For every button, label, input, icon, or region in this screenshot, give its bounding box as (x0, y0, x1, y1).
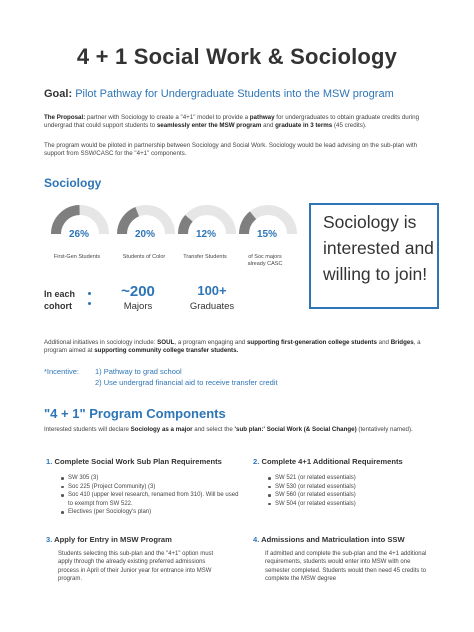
component-1-number: 1. (46, 457, 53, 466)
list-item: SW 530 (or related essentials) (275, 483, 445, 492)
sociology-callout: Sociology is interested and willing to join! (309, 203, 439, 309)
proposal-label: The Proposal: (44, 114, 86, 121)
component-3-title: Apply for Entry in MSW Program (54, 535, 172, 544)
proposal-paragraph (44, 114, 436, 131)
gauge-caption-3: Transfer Students (183, 254, 227, 260)
component-2-heading (253, 457, 403, 466)
component-2-list (263, 474, 445, 508)
list-item: Soc 410 (upper level research, renamed from 310). Will be used to exempt from SW 522. (68, 492, 239, 507)
majors-label: Majors (123, 301, 153, 312)
components-intro-text-1: Interested students will declare (44, 426, 131, 433)
component-4-number: 4. (253, 535, 260, 544)
proposal-text-2: for undergraduates to obtain graduate credits during undergrad that could support students to (44, 114, 420, 130)
goal-label: Goal: (44, 88, 73, 100)
sociology-heading: Sociology (44, 176, 102, 190)
proposal-text-1: partner with Sociology to create a "4+1" model to provide a (85, 114, 250, 121)
component-4-heading (253, 535, 405, 544)
components-intro-bold-1: Sociology as a major (130, 426, 193, 433)
component-1-heading (46, 457, 222, 466)
pilot-paragraph: The program would be piloted in partnership between Sociology and Social Work. Sociology would be lead advising on the sub-plan with support from SSW/CASC for the "4+1" components. (44, 142, 418, 158)
component-3-text: Students selecting this sub-plan and the "4+1" option must apply through the already existing preferred admissions process in April of their Junior year for entrance into MSW program. (58, 551, 214, 583)
initiatives-bold-2: supporting first-generation college students (246, 339, 377, 346)
component-1-list (56, 474, 240, 517)
page-title: 4 + 1 Social Work & Sociology (76, 44, 398, 69)
proposal-bold-3: graduate in 3 terms (275, 122, 333, 130)
initiatives-text-4: , a program aimed at (44, 339, 421, 355)
proposal-bold-2: seamlessly enter the MSW program (156, 122, 262, 130)
component-4-text: If admitted and complete the sub-plan and the 4+1 additional requirements, students would enter into MSW with one semester completed. Students would then need 45 credits to complete the MSW degree (265, 551, 427, 583)
initiatives-bold-3: Bridges (390, 339, 414, 346)
gauge-value-4: 15% (256, 229, 277, 240)
component-4-title: Admissions and Matriculation into SSW (261, 535, 405, 544)
incentive-list (95, 366, 278, 388)
components-intro-bold-2: 'sub plan:' Social Work (& Social Change) (234, 426, 357, 433)
list-item: SW 521 (or related essentials) (275, 474, 445, 483)
goal-text: Pilot Pathway for Undergraduate Students into the MSW program (75, 88, 394, 100)
cohort-label-line-1: In each (44, 289, 76, 299)
cohort-label (44, 288, 75, 312)
list-item: SW 305 (3) (68, 474, 240, 483)
incentive-item-2: 2) Use undergrad financial aid to receive transfer credit (95, 378, 278, 387)
gauge-caption-2: Students of Color (122, 254, 166, 260)
gauge-value-3: 12% (195, 229, 216, 240)
cohort-label-line-2: cohort (44, 301, 72, 311)
component-3-heading (46, 535, 172, 544)
components-heading: "4 + 1" Program Components (44, 406, 226, 421)
component-2-number: 2. (253, 457, 260, 466)
incentive-item-1: 1) Pathway to grad school (95, 367, 182, 376)
initiatives-text-1: Additional initiatives in sociology include: (44, 339, 158, 346)
gauges-chart (40, 200, 310, 280)
incentive-label: *Incentive: (44, 367, 80, 376)
graduates-label: Graduates (189, 301, 235, 312)
initiatives-bold-4: supporting community college transfer students. (94, 347, 239, 355)
components-intro-text-3: (tentatively named). (356, 426, 413, 433)
bullet-dot-icon (88, 302, 91, 305)
graduates-number: 100+ (197, 283, 227, 298)
list-item: Electives (per Sociology's plan) (68, 508, 240, 517)
gauge-caption-1: First-Gen Students (53, 254, 101, 260)
gauge-value-2: 20% (134, 229, 155, 240)
list-item: SW 504 (or related essentials) (275, 500, 445, 509)
component-2-title: Complete 4+1 Additional Requirements (261, 457, 403, 466)
initiatives-text-3: and (376, 339, 391, 346)
proposal-bold-1: pathway (249, 114, 275, 121)
initiatives-paragraph (44, 339, 436, 356)
list-item: Soc 225 (Project Community) (3) (68, 483, 240, 492)
gauge-value-1: 26% (68, 229, 89, 240)
initiatives-bold-1: SOUL (157, 339, 175, 346)
component-3-number: 3. (46, 535, 53, 544)
majors-number: ~200 (121, 283, 155, 300)
list-item: SW 560 (or related essentials) (275, 491, 445, 500)
goal-line (44, 88, 394, 100)
bullet-dot-icon (88, 292, 91, 295)
components-intro-text-2: and select the (192, 426, 235, 433)
component-1-title: Complete Social Work Sub Plan Requirements (54, 457, 222, 466)
proposal-text-4: (45 credits). (332, 122, 367, 130)
components-intro (44, 426, 436, 434)
gauge-caption-4: of Soc majors already CASC (247, 254, 283, 267)
proposal-text-3: and (261, 122, 276, 130)
initiatives-text-2: , a program engaging and (174, 339, 247, 346)
